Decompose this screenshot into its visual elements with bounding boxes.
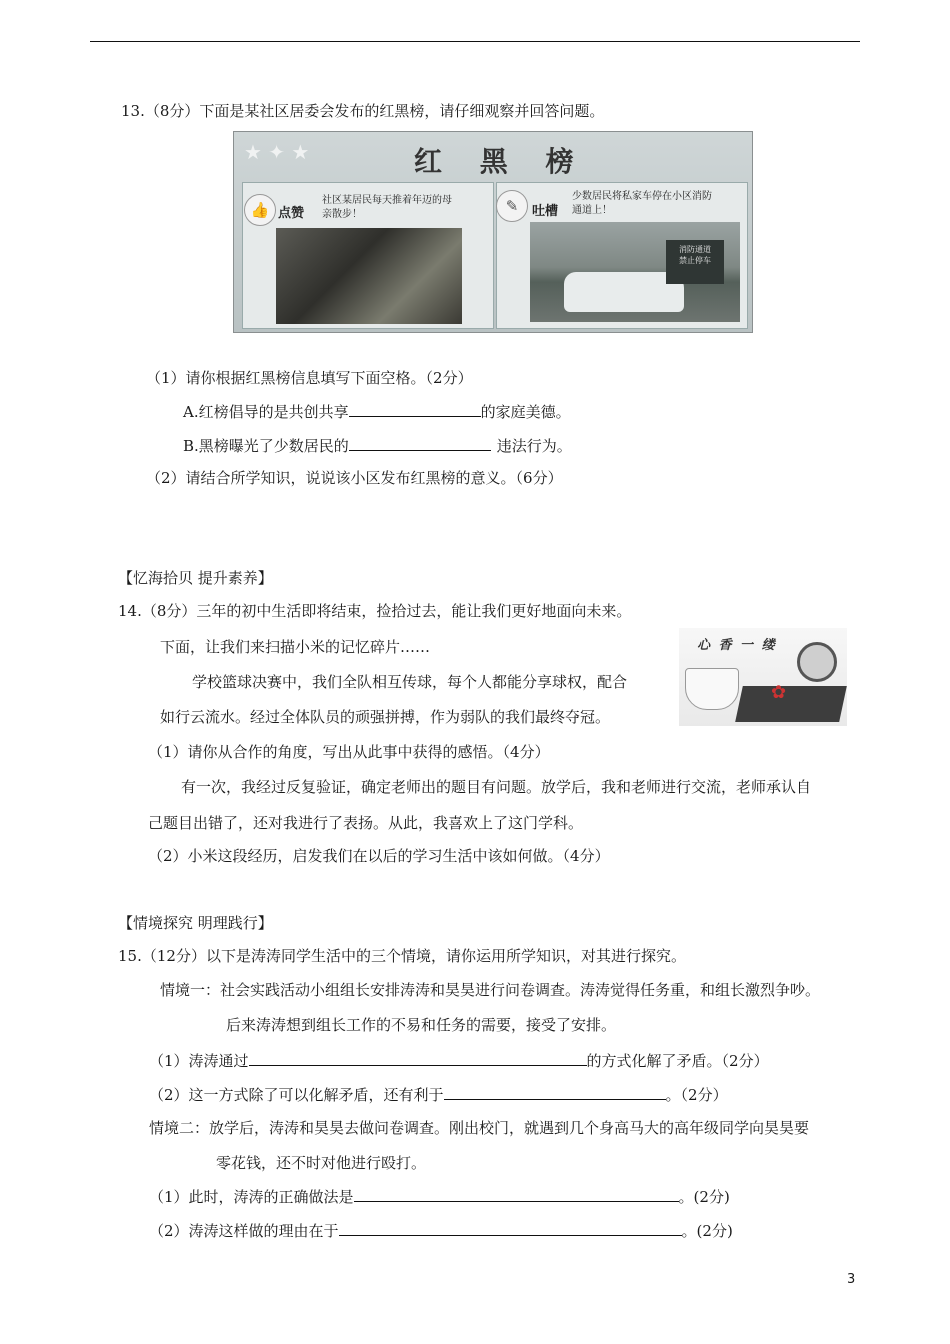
q14-story1-line1: 学校篮球决赛中，我们全队相互传球，每个人都能分享球权，配合 (192, 673, 628, 691)
tea-cup-icon (685, 668, 739, 710)
like-tag: 点赞 (278, 206, 305, 221)
section-header-context: 【情境探究 明理践行】 (118, 914, 273, 932)
q15-s1-q2-blank[interactable] (444, 1084, 666, 1100)
flower-icon: ✿ (771, 682, 787, 703)
q13-b-suffix: 违法行为。 (496, 437, 572, 455)
q14-part2: （2）小米这段经历，启发我们在以后的学习生活中该如何做。（4分） (148, 847, 610, 865)
sign-line-1: 消防通道 (679, 245, 711, 254)
q15-scenario2-line1: 情境二：放学后，涛涛和昊昊去做问卷调查。刚出校门，就遇到几个身高马大的高年级同学向昊昊要 (149, 1119, 810, 1137)
q15-s1-q1-blank[interactable] (249, 1050, 587, 1066)
criticize-caption-1: 少数居民将私家车停在小区消防 (572, 191, 712, 202)
q14-stem: 14.（8分）三年的初中生活即将结束，捡拾过去，能让我们更好地面向未来。 (118, 602, 632, 620)
header-rule (90, 41, 860, 42)
star-decoration-icon: ★ ✦ ★ (244, 140, 310, 164)
q14-intro: 下面，让我们来扫描小米的记忆碎片…… (160, 638, 431, 656)
family-walk-photo (276, 228, 462, 324)
q13-a-suffix: 的家庭美德。 (480, 403, 571, 421)
red-black-board-image (233, 131, 753, 333)
q15-s1-q1-prefix: （1）涛涛通过 (149, 1052, 249, 1070)
q15-s2-q1-blank[interactable] (354, 1186, 679, 1202)
q15-scenario2-line2: 零花钱，还不时对他进行殴打。 (216, 1154, 427, 1172)
q14-story2-line1: 有一次，我经过反复验证，确定老师出的题目有问题。放学后，我和老师进行交流，老师承认自 (181, 778, 812, 796)
q13-part2: （2）请结合所学知识，说说该小区发布红黑榜的意义。（6分） (146, 469, 563, 487)
book-shape (735, 686, 847, 722)
q13-b-blank[interactable] (349, 435, 491, 451)
image-title: 心 香 一 缕 (697, 638, 777, 653)
q15-s2-part2 (149, 1220, 733, 1241)
criticize-caption-2: 通道上！ (572, 205, 612, 216)
q14-story1-line2: 如行云流水。经过全体队员的顽强拼搏，作为弱队的我们最终夺冠。 (160, 708, 611, 726)
q13-b-prefix: B.黑榜曝光了少数居民的 (183, 437, 349, 455)
q15-s2-part1 (149, 1186, 730, 1207)
q15-s2-q2-suffix: 。(2分) (681, 1222, 733, 1240)
q15-s2-q1-prefix: （1）此时，涛涛的正确做法是 (149, 1188, 354, 1206)
q14-story2-line2: 己题目出错了，还对我进行了表扬。从此，我喜欢上了这门学科。 (148, 814, 584, 832)
q13-part1: （1）请你根据红黑榜信息填写下面空格。（2分） (146, 369, 473, 387)
page-number: 3 (847, 1272, 856, 1287)
q15-scenario1-line1: 情境一：社会实践活动小组组长安排涛涛和昊昊进行问卷调查。涛涛觉得任务重，和组长激烈争吵。 (160, 981, 821, 999)
q15-s1-part1 (149, 1050, 769, 1071)
section-header-memory: 【忆海拾贝 提升素养】 (118, 569, 273, 587)
q13-a-prefix: A.红榜倡导的是共创共享 (183, 403, 349, 421)
speech-bubble-icon: ✎ (496, 190, 528, 222)
q15-s1-q2-prefix: （2）这一方式除了可以化解矛盾，还有利于 (149, 1086, 444, 1104)
q15-s2-q2-blank[interactable] (339, 1220, 682, 1236)
q13-a-blank[interactable] (349, 401, 481, 417)
q15-s1-part2 (149, 1084, 728, 1105)
heart-fragrance-image (679, 628, 847, 726)
criticize-tag: 吐槽 (532, 204, 559, 219)
q13-stem: 13.（8分）下面是某社区居委会发布的红黑榜，请仔细观察并回答问题。 (121, 102, 605, 120)
q15-s2-q2-prefix: （2）涛涛这样做的理由在于 (149, 1222, 339, 1240)
q14-part1: （1）请你从合作的角度，写出从此事中获得的感悟。（4分） (148, 743, 550, 761)
sign-line-2: 禁止停车 (679, 256, 711, 265)
like-caption-2: 亲散步！ (322, 209, 362, 220)
fire-lane-sign (666, 240, 724, 284)
q15-s1-q1-suffix: 的方式化解了矛盾。（2分） (586, 1052, 769, 1070)
q15-stem: 15.（12分）以下是涛涛同学生活中的三个情境，请你运用所学知识，对其进行探究。 (118, 947, 686, 965)
like-caption-1: 社区某居民每天推着年迈的母 (322, 195, 452, 206)
thumbs-up-icon: 👍 (244, 194, 276, 226)
board-title: 红 黑 榜 (414, 145, 588, 178)
q15-s1-q2-suffix: 。（2分） (665, 1086, 728, 1104)
q15-s2-q1-suffix: 。(2分) (678, 1188, 730, 1206)
q13-part1-a (183, 401, 571, 422)
alarm-clock-icon (797, 642, 837, 682)
q15-scenario1-line2: 后来涛涛想到组长工作的不易和任务的需要，接受了安排。 (226, 1016, 617, 1034)
q13-part1-b (183, 435, 572, 456)
